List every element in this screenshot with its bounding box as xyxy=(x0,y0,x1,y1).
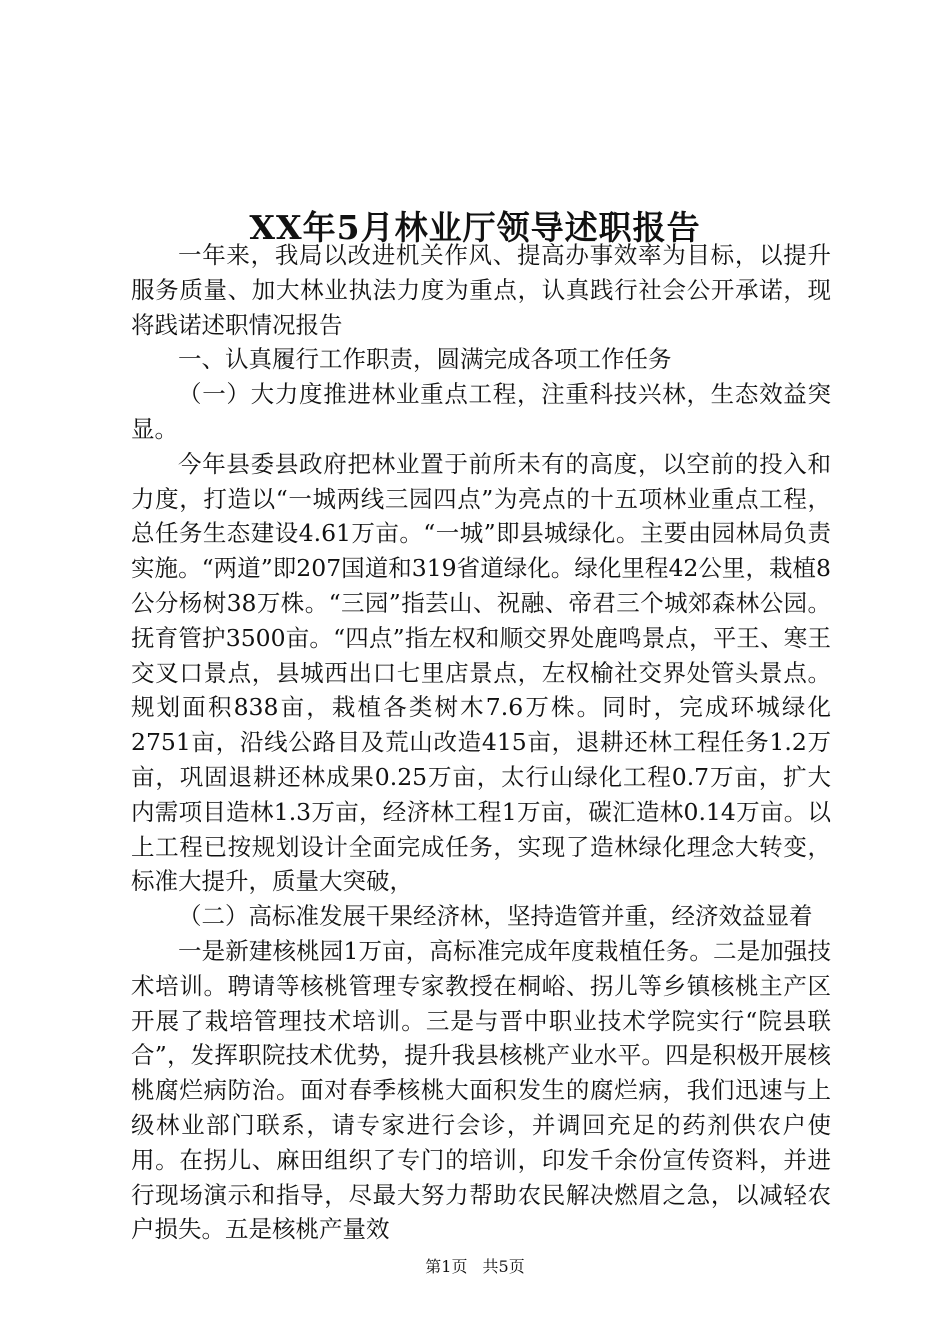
page-footer xyxy=(0,1256,950,1278)
document-title: XX年5月林业厅领导述职报告 xyxy=(249,208,701,248)
paragraph-forestry-projects: 今年县委县政府把林业置于前所未有的高度，以空前的投入和力度，打造以“一城两线三园四点”为亮点的十五项林业重点工程，总任务生态建设4.61万亩。“一城”即县城绿化。主要由园林局负责实施。“两道”即207国道和319省道绿化。绿化里程42公里，栽植8公分杨树38万株。“三园”指芸山、祝融、帝君三个城郊森林公园。抚育管护3500亩。“四点”指左权和顺交界处鹿鸣景点，平王、寒王交叉口景点，县城西出口七里店景点，左权榆社交界处管头景点。规划面积838亩，栽植各类树木7.6万株。同时，完成环城绿化2751亩，沿线公路目及荒山改造415亩，退耕还林工程任务1.2万亩，巩固退耕还林成果0.25万亩，太行山绿化工程0.7万亩，扩大内需项目造林1.3万亩，经济林工程1万亩，碳汇造林0.14万亩。以上工程已按规划设计全面完成任务，实现了造林绿化理念大转变，标准大提升，质量大突破， xyxy=(131,449,831,896)
page-total: 共5页 xyxy=(482,1257,525,1276)
subsection-heading-1: （一）大力度推进林业重点工程，注重科技兴林，生态效益突显。 xyxy=(131,380,831,443)
page-number: 第1页 xyxy=(425,1257,468,1276)
subsection-heading-2: （二）高标准发展干果经济林，坚持造管并重，经济效益显着 xyxy=(178,902,813,931)
paragraph-walnut-orchards: 一是新建核桃园1万亩，高标准完成年度栽植任务。二是加强技术培训。聘请等核桃管理专家教授在桐峪、拐儿等乡镇核桃主产区开展了栽培管理技术培训。三是与晋中职业技术学院实行“院县联合”，发挥职院技术优势，提升我县核桃产业水平。四是积极开展核桃腐烂病防治。面对春季核桃大面积发生的腐烂病，我们迅速与上级林业部门联系，请专家进行会诊，并调回充足的药剂供农户使用。在拐儿、麻田组织了专门的培训，印发千余份宣传资料，并进行现场演示和指导，尽最大努力帮助农民解决燃眉之急，以减轻农户损失。五是核桃产量效 xyxy=(131,936,831,1244)
document-body xyxy=(131,238,831,1247)
section-heading-1: 一、认真履行工作职责，圆满完成各项工作任务 xyxy=(178,345,672,374)
paragraph-intro: 一年来，我局以改进机关作风、提高办事效率为目标，以提升服务质量、加大林业执法力度为重点，认真践行社会公开承诺，现将践诺述职情况报告 xyxy=(131,241,831,339)
